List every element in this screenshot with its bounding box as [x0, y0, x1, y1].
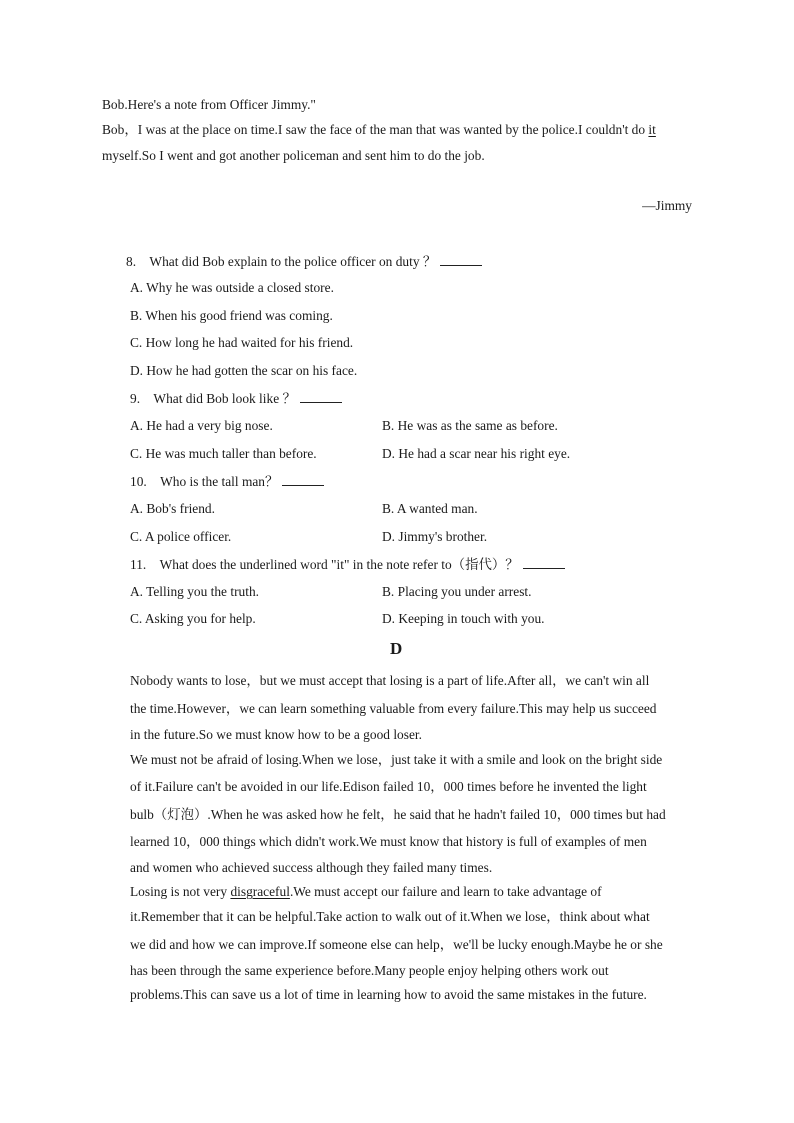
passage-line-9 [130, 883, 602, 901]
q9-option-c: C. He was much taller than before. [130, 446, 317, 461]
letter-signature: —Jimmy [642, 198, 692, 213]
answer-blank-10[interactable] [282, 472, 324, 486]
passage-line-9-end: .We must accept our failure and learn to take advantage of [289, 884, 602, 899]
q8-option-a: A. Why he was outside a closed store. [130, 280, 334, 295]
passage-line-5: of it.Failure can't be avoided in our life.Edison failed 10，000 times before he invented the light [130, 779, 647, 794]
answer-blank-9[interactable] [300, 389, 342, 403]
passage-line-13: problems.This can save us a lot of time in learning how to avoid the same mistakes in the future. [130, 987, 647, 1002]
letter-line-1: Bob.Here's a note from Officer Jimmy." [102, 97, 316, 112]
passage-line-4: We must not be afraid of losing.When we lose，just take it with a smile and look on the bright side [130, 752, 663, 767]
question-11-text: 11. What does the underlined word "it" in the note refer to（指代）？ [130, 557, 519, 572]
section-d-heading: D [390, 639, 403, 658]
q10-option-b: B. A wanted man. [382, 501, 478, 516]
q9-option-d: D. He had a scar near his right eye. [382, 446, 571, 461]
question-9-text: 9. What did Bob look like ？ [130, 391, 296, 406]
passage-line-8: and women who achieved success although they failed many times. [130, 860, 493, 875]
letter-line-3: myself.So I went and got another policeman and sent him to do the job. [102, 148, 485, 163]
question-10-text: 10. Who is the tall man？ [130, 474, 279, 489]
q11-option-d: D. Keeping in touch with you. [382, 611, 545, 626]
answer-blank-8[interactable] [440, 252, 482, 266]
q11-option-c: C. Asking you for help. [130, 611, 256, 626]
answer-blank-11[interactable] [523, 555, 565, 569]
passage-line-2: the time.However，we can learn something valuable from every failure.This may help us succeed [130, 701, 657, 716]
q9-option-a: A. He had a very big nose. [130, 418, 273, 433]
letter-line-2 [102, 121, 656, 139]
passage-line-3: in the future.So we must know how to be a good loser. [130, 727, 422, 742]
question-9-stem [130, 389, 342, 408]
q8-option-b: B. When his good friend was coming. [130, 308, 333, 323]
passage-line-1: Nobody wants to lose，but we must accept that losing is a part of life.After all，we can't win all [130, 673, 650, 688]
q10-option-d: D. Jimmy's brother. [382, 529, 488, 544]
q10-option-a: A. Bob's friend. [130, 501, 215, 516]
letter-line-2-text: Bob，I was at the place on time.I saw the face of the man that was wanted by the police.I couldn't do [102, 122, 649, 137]
q10-option-c: C. A police officer. [130, 529, 232, 544]
passage-line-6: bulb（灯泡）.When he was asked how he felt，he said that he hadn't failed 10，000 times but had [130, 807, 666, 822]
underlined-it: it [648, 122, 656, 137]
passage-line-10: it.Remember that it can be helpful.Take action to walk out of it.When we lose，think about what [130, 909, 650, 924]
question-8-text: 8. What did Bob explain to the police officer on duty ？ [126, 254, 437, 269]
question-8-stem [126, 252, 482, 271]
q11-option-b: B. Placing you under arrest. [382, 584, 532, 599]
passage-line-9-start: Losing is not very [130, 884, 231, 899]
passage-line-11: we did and how we can improve.If someone else can help，we'll be lucky enough.Maybe he or she [130, 937, 663, 952]
q8-option-d: D. How he had gotten the scar on his face. [130, 363, 358, 378]
underlined-disgraceful: disgraceful [230, 884, 290, 899]
passage-line-12: has been through the same experience before.Many people enjoy helping others work out [130, 963, 609, 978]
q8-option-c: C. How long he had waited for his friend. [130, 335, 354, 350]
question-11-stem [130, 555, 565, 574]
q11-option-a: A. Telling you the truth. [130, 584, 259, 599]
passage-line-7: learned 10，000 things which didn't work.We must know that history is full of examples of men [130, 834, 647, 849]
q9-option-b: B. He was as the same as before. [382, 418, 558, 433]
question-10-stem [130, 472, 324, 491]
